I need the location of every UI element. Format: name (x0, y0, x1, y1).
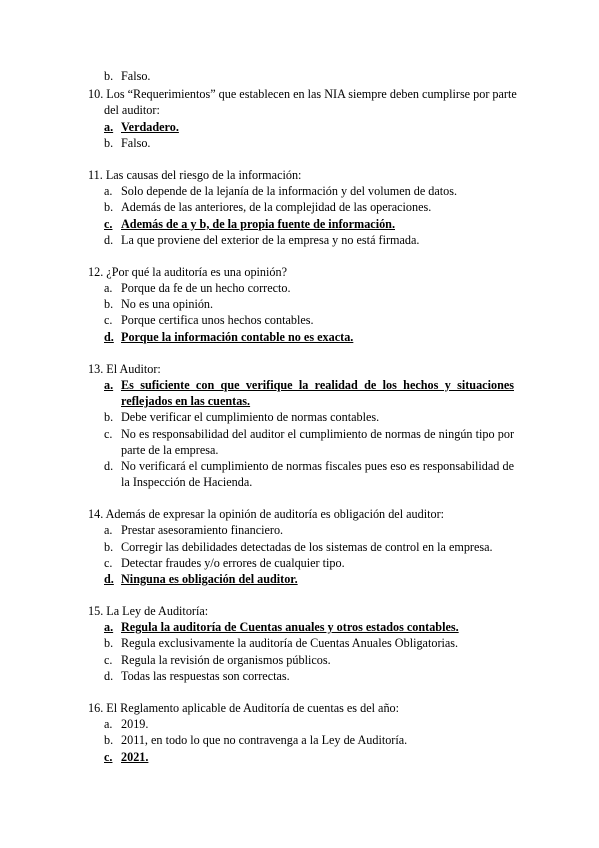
correct-answer: Ninguna es obligación del auditor. (121, 572, 298, 586)
option-text: Corregir las debilidades detectadas de los sistemas de control en la empresa. (121, 540, 493, 554)
option-text: No es responsabilidad del auditor el cumplimiento de normas de ningún tipo por (121, 427, 514, 441)
correct-answer: Regula la auditoría de Cuentas anuales y otros estados contables. (121, 620, 459, 634)
option-text: No verificará el cumplimiento de normas fiscales pues eso es responsabilidad de (121, 459, 514, 473)
option-letter: d. (104, 669, 114, 683)
option-text: Detectar fraudes y/o errores de cualquier tipo. (121, 556, 345, 570)
option-text: Debe verificar el cumplimiento de normas contables. (121, 410, 380, 424)
correct-answer: Es suficiente con que verifique la realidad de los hechos y situaciones (121, 378, 514, 392)
option-text: Porque da fe de un hecho correcto. (121, 281, 291, 295)
option-letter: c. (104, 750, 113, 764)
option-letter: d. (104, 572, 114, 586)
option-text: 2011, en todo lo que no contravenga a la Ley de Auditoría. (121, 733, 408, 747)
option-letter: b. (104, 540, 114, 554)
option-text: No es una opinión. (121, 297, 214, 311)
correct-answer: 2021. (121, 750, 149, 764)
option-text: Regula la revisión de organismos públicos. (121, 653, 331, 667)
option-letter: d. (104, 459, 114, 473)
correct-answer: Verdadero. (121, 120, 179, 134)
option-letter: b. (104, 297, 114, 311)
correct-answer: Porque la información contable no es exacta. (121, 330, 354, 344)
question-15-prompt: 15. La Ley de Auditoría: (88, 604, 209, 618)
question-16-prompt: 16. El Reglamento aplicable de Auditoría de cuentas es del año: (88, 701, 400, 715)
option-letter: b. (104, 136, 114, 150)
option-letter: c. (104, 556, 113, 570)
question-10-prompt: 10. Los “Requerimientos” que establecen en las NIA siempre deben cumplirse por parte (88, 87, 517, 101)
question-11-prompt: 11. Las causas del riesgo de la información: (88, 168, 302, 182)
option-letter: b. (104, 200, 114, 214)
option-letter: c. (104, 313, 113, 327)
option-letter: d. (104, 330, 114, 344)
option-letter: b. (104, 69, 114, 83)
option-text-cont: la Inspección de Hacienda. (121, 475, 253, 489)
option-letter: b. (104, 733, 114, 747)
option-letter: c. (104, 217, 113, 231)
option-letter: a. (104, 281, 113, 295)
correct-answer-cont: reflejados en las cuentas. (121, 394, 251, 408)
option-letter: a. (104, 620, 114, 634)
option-text: Todas las respuestas son correctas. (121, 669, 290, 683)
option-text: Regula exclusivamente la auditoría de Cuentas Anuales Obligatorias. (121, 636, 459, 650)
option-text: La que proviene del exterior de la empresa y no está firmada. (121, 233, 420, 247)
question-10-prompt-cont: del auditor: (104, 103, 160, 117)
option-letter: a. (104, 120, 114, 134)
option-text-cont: parte de la empresa. (121, 443, 219, 457)
option-text: Prestar asesoramiento financiero. (121, 523, 284, 537)
option-text: 2019. (121, 717, 149, 731)
option-letter: b. (104, 636, 114, 650)
option-text: Falso. (121, 136, 151, 150)
option-letter: d. (104, 233, 114, 247)
option-letter: a. (104, 378, 114, 392)
option-letter: a. (104, 184, 113, 198)
question-13-prompt: 13. El Auditor: (88, 362, 161, 376)
question-14-prompt: 14. Además de expresar la opinión de auditoría es obligación del auditor: (88, 507, 445, 521)
option-letter: a. (104, 523, 113, 537)
option-letter: a. (104, 717, 113, 731)
question-12-prompt: 12. ¿Por qué la auditoría es una opinión? (88, 265, 288, 279)
option-letter: c. (104, 653, 113, 667)
option-text: Porque certifica unos hechos contables. (121, 313, 314, 327)
option-letter: c. (104, 427, 113, 441)
option-text: Además de las anteriores, de la complejidad de las operaciones. (121, 200, 432, 214)
option-text: Falso. (121, 69, 151, 83)
option-letter: b. (104, 410, 114, 424)
correct-answer: Además de a y b, de la propia fuente de información. (121, 217, 395, 231)
option-text: Solo depende de la lejanía de la información y del volumen de datos. (121, 184, 458, 198)
